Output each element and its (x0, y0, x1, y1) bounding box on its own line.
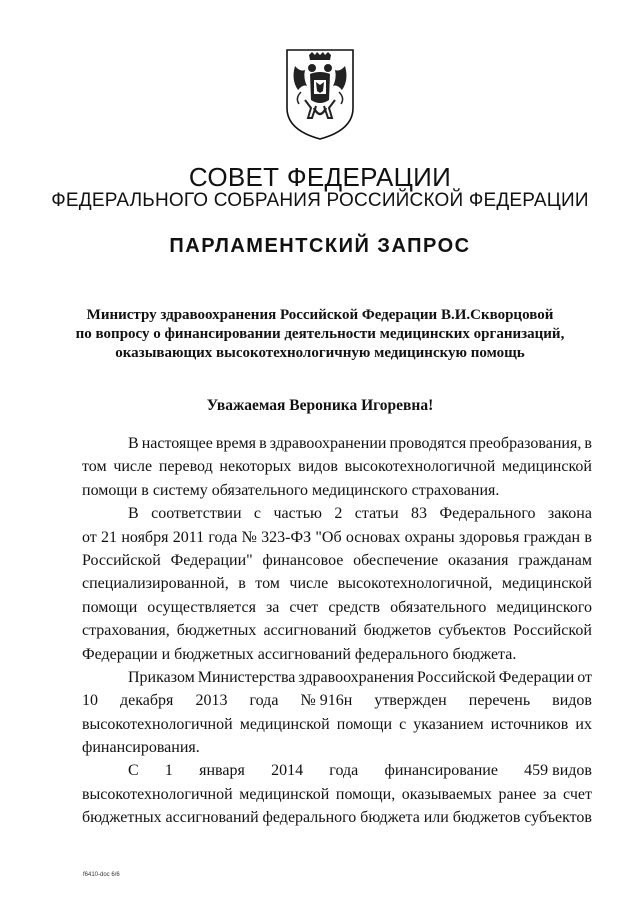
body-word: Министерства (197, 668, 296, 686)
body-word: граждан (523, 528, 581, 546)
body-word: с (253, 505, 262, 523)
body-word: время (215, 435, 257, 452)
body-word: оказания (447, 551, 509, 569)
body-word: указанием (413, 715, 484, 733)
body-word: медицинской (501, 575, 592, 593)
body-word: № 916н (300, 692, 353, 710)
body-word: здоровья (458, 528, 520, 546)
body-word: основах (345, 528, 401, 546)
body-line (82, 526, 592, 549)
body-word: финансирования. (82, 739, 200, 757)
body-line (82, 666, 592, 689)
body-word: 2013 (195, 692, 228, 710)
salutation: Уважаемая Вероника Игоревна! (206, 397, 434, 414)
body-word: Федерации и бюджетных ассигнований федерального бюджета. (82, 645, 517, 663)
body-word: бюджетных (176, 622, 257, 640)
body-word: бюджета (360, 809, 420, 827)
body-word: субъектов (438, 622, 507, 640)
body-word: частью (273, 505, 322, 523)
body-word: 2 (334, 505, 343, 523)
body-line (82, 643, 592, 666)
body-word: от (577, 668, 592, 686)
body-word: высокотехнологичной (82, 715, 233, 733)
body-word: В (128, 435, 139, 452)
body-word: бюджетных (82, 809, 162, 827)
body-word: "Об (315, 528, 342, 546)
body-word: том (255, 575, 280, 593)
subject-line: оказывающих высокотехнологичную медицинскую помощь (115, 345, 525, 361)
subject-block (60, 306, 580, 363)
body-line (82, 736, 592, 759)
body-word: Федерации" (170, 551, 253, 569)
body-word: в (238, 575, 246, 593)
body-word: субъектов (524, 809, 592, 827)
subject-line: Министру здравоохранения Российской Федерации В.И.Скворцовой (86, 307, 554, 323)
body-word: медицинской (239, 785, 330, 803)
body-word: за (543, 785, 557, 803)
body-word: высокотехнологичной (344, 458, 496, 476)
body-word: 459 видов (524, 762, 592, 780)
body-word: Федерального (439, 505, 536, 523)
coat-of-arms-icon (283, 46, 357, 142)
body-word: числе (113, 458, 153, 476)
body-word: обязательного (390, 598, 487, 616)
body-word: страхования, (82, 622, 170, 640)
body-word: охраны (404, 528, 455, 546)
body-word: высокотехнологичной (82, 785, 233, 803)
body-word: помощи, (335, 785, 396, 803)
body-word: Федерации (498, 668, 575, 686)
body-word: проводятся (389, 435, 467, 452)
body-word: финансирование (384, 762, 498, 780)
body-word: ассигнований (165, 809, 259, 827)
body-word: Российской (82, 551, 161, 569)
body-word: закона (547, 505, 592, 523)
body-word: в (584, 528, 592, 546)
body-word: специализированной, (82, 575, 229, 593)
body-word: бюджетов (363, 622, 432, 640)
body-word: 21 (101, 528, 118, 546)
body-word: перевод (158, 458, 213, 476)
body-line (82, 689, 592, 712)
body-line (82, 596, 592, 619)
body-word: помощи в систему обязательного медицинского страхования. (82, 481, 500, 499)
body-word: медицинского (496, 598, 592, 616)
body-line (82, 759, 592, 782)
body-word: высокотехнологичной, (337, 575, 493, 593)
org-subtitle: ФЕДЕРАЛЬНОГО СОБРАНИЯ РОССИЙСКОЙ ФЕДЕРАЦИИ (51, 190, 589, 211)
body-word: видов (298, 458, 338, 476)
body-line (82, 572, 592, 595)
body-word: В (128, 505, 139, 523)
body-word: за (265, 598, 280, 616)
body-word: 83 (411, 505, 428, 523)
body-word: перечень (468, 692, 531, 710)
body-word: здравоохранении (269, 435, 387, 452)
body-word: финансовое (262, 551, 344, 569)
body-line (82, 502, 592, 525)
body-word: помощи (82, 598, 138, 616)
body-word: обеспечение (353, 551, 439, 569)
body-word: 323-ФЗ (261, 528, 312, 546)
body-word: Российской (416, 668, 496, 686)
body-word: в (259, 435, 267, 452)
body-word: января (199, 762, 245, 780)
body-word: года (208, 528, 238, 546)
body-line (82, 619, 592, 642)
body-text (82, 432, 592, 830)
body-word: видов (552, 692, 592, 710)
body-word: помощи (336, 715, 393, 733)
body-word: медицинской (239, 715, 330, 733)
body-line (82, 806, 592, 829)
body-word: года (249, 692, 279, 710)
body-word: 2014 (271, 762, 304, 780)
body-word: числе (289, 575, 329, 593)
body-word: счет (563, 785, 592, 803)
body-word: счет (289, 598, 319, 616)
body-word: здравоохранения (298, 668, 414, 686)
body-word: с (399, 715, 407, 733)
body-line (82, 783, 592, 806)
body-word: гражданам (518, 551, 592, 569)
body-word: ранее (498, 785, 537, 803)
body-word: соответствии (151, 505, 242, 523)
body-word: источников (490, 715, 569, 733)
footer-doc-code: f6410-doc 6/6 (83, 872, 120, 878)
body-line (82, 455, 592, 478)
body-word: ноября (121, 528, 169, 546)
body-word: С (128, 762, 139, 780)
body-word: от (82, 528, 97, 546)
body-word: оказываемых (401, 785, 492, 803)
body-word: осуществляется (147, 598, 256, 616)
body-word: года (329, 762, 359, 780)
body-word: том (82, 458, 107, 476)
subject-line: по вопросу о финансировании деятельности медицинских организаций, (75, 326, 565, 342)
body-word: федерального (262, 809, 357, 827)
document-type-heading: ПАРЛАМЕНТСКИЙ ЗАПРОС (169, 235, 471, 257)
body-line (82, 432, 592, 455)
body-word: Российской (513, 622, 592, 640)
body-word: 1 (164, 762, 173, 780)
body-word: 2011 (172, 528, 205, 546)
body-word: в (584, 435, 592, 452)
body-word: бюджетов (452, 809, 521, 827)
body-word: медицинской (501, 458, 592, 476)
body-line (82, 479, 592, 502)
body-word: или (423, 809, 449, 827)
body-word: статьи (354, 505, 399, 523)
body-word: № (241, 528, 257, 546)
body-word: утвержден (374, 692, 447, 710)
body-word: преобразования, (469, 435, 582, 452)
body-word: ассигнований (263, 622, 357, 640)
body-word: средств (328, 598, 381, 616)
body-word: Приказом (128, 668, 195, 686)
body-word: декабря (120, 692, 174, 710)
body-line (82, 713, 592, 736)
body-line (82, 549, 592, 572)
org-title: СОВЕТ ФЕДЕРАЦИИ (188, 162, 452, 192)
body-word: 10 (82, 692, 98, 710)
body-word: некоторых (219, 458, 292, 476)
body-word: их (575, 715, 592, 733)
body-word: настоящее (141, 435, 213, 452)
